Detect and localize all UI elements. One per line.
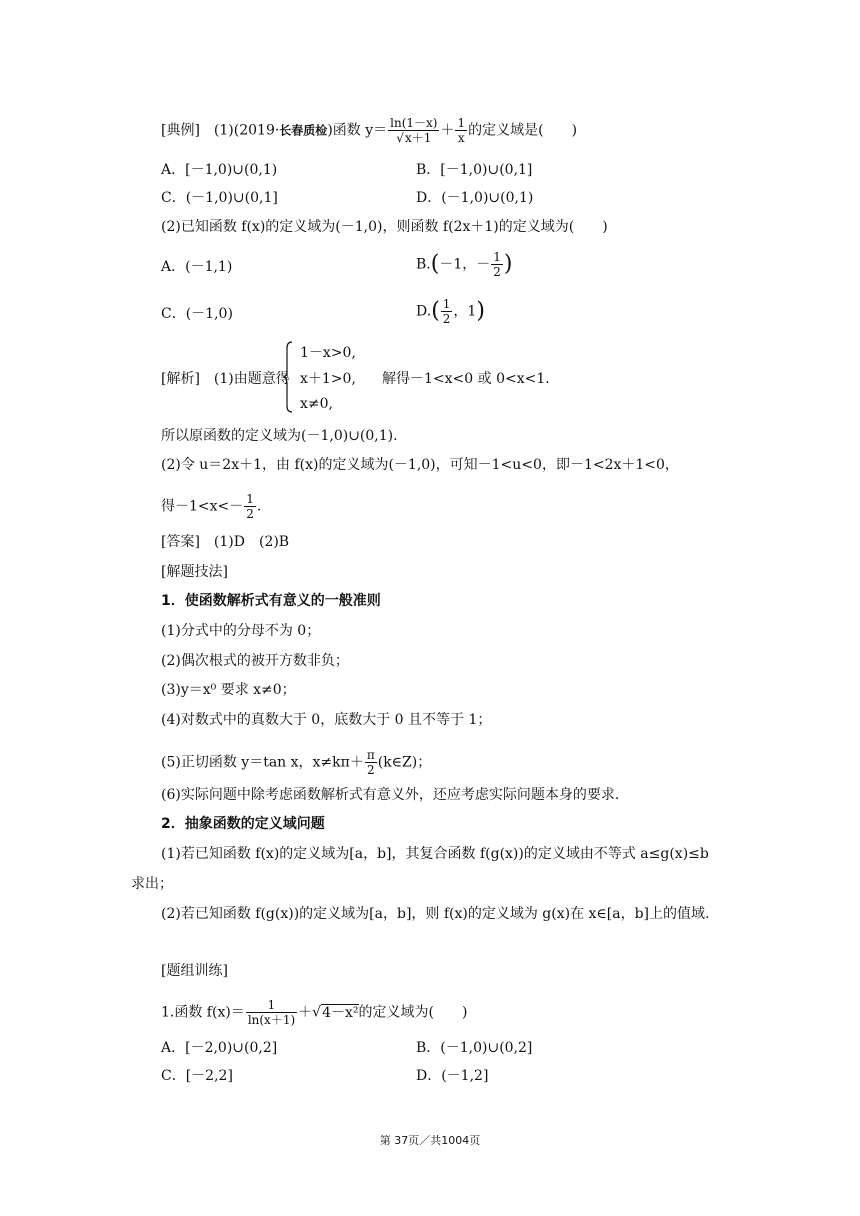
example1-stem [161,116,577,145]
q2-option-b-frac-num: 1 [493,250,501,264]
example1-frac2-num: 1 [457,116,466,130]
training-q1-sqrt: √4－x² [312,1004,359,1021]
system-row-3: x≠0, [300,396,333,412]
tq1-option-c: C．[－2,2] [161,1068,233,1084]
rule-item-1: (1)分式中的分母不为 0； [161,623,321,639]
rule-item-5-suffix: (k∈Z)； [377,754,432,771]
rule-item-4: (4)对数式中的真数大于 0，底数大于 0 且不等于 1； [161,712,492,728]
example1-source: 长春质检 [279,123,328,138]
example1-fraction-2 [455,116,467,145]
training-q1-suffix: 的定义域为( ) [358,1004,468,1021]
q2-option-d-rparen: ) [476,298,485,324]
q2-option-b-rparen: ) [503,251,513,277]
system-row-2: x＋1>0, [300,371,356,387]
q2-option-b-prefix: B. [416,256,431,273]
page-footer: 第 37页／共1004页 [379,1134,481,1147]
training-q1-stem [161,998,467,1027]
q2-option-c: C．(－1,0) [161,306,233,322]
q2-option-d-frac-den: 2 [442,312,451,326]
example1-plus: ＋ [440,122,455,139]
example1-after-source: )函数 y＝ [327,122,388,139]
tq1-option-d: D．(－1,2] [416,1068,489,1084]
training-q1-den: ln(x＋1) [247,1013,296,1027]
rule1-title: 1．使函数解析式有意义的一般准则 [161,593,381,609]
q2-option-d-inner: ，1 [453,303,477,320]
example1-frac1-den: √x＋1 [388,130,439,145]
training-q1-num: 1 [267,998,276,1012]
example1-tail: 的定义域是( ) [468,122,578,139]
tq1-option-a: A．[－2,0)∪(0,2] [161,1040,278,1056]
training-q1-plus: ＋ [298,1004,313,1021]
q2-option-b-fraction [491,250,503,279]
q2-option-b-lparen: ( [430,251,440,277]
analysis-line-3: (2)令 u＝2x＋1，由 f(x)的定义域为(－1,0)，可知－1<u<0，即－1<2x＋1<0， [161,457,679,473]
system-row-1: 1－x>0, [300,345,356,361]
training-q1-radicand: 4－x² [322,1004,359,1021]
q2-option-d-fraction [441,297,453,326]
rule-item-2: (2)偶次根式的被开方数非负； [161,653,349,669]
rule-item-5-prefix: (5)正切函数 y＝tan x，x≠kπ＋ [161,754,364,771]
analysis-line-4-den: 2 [246,507,254,521]
q2-option-a: A．(－1,1) [161,259,233,275]
rule-item-5-num: π [366,748,375,762]
analysis-line-4 [161,492,261,521]
q2-option-d [416,297,485,326]
training-q1-fraction [246,998,297,1027]
training-q1-prefix: 1.函数 f(x)＝ [161,1004,245,1021]
example1-frac1-num: ln(1－x) [390,116,438,130]
system-brace-icon [282,340,294,414]
abstract-rule-2: (2)若已知函数 f(g(x))的定义域为[a，b]，则 f(x)的定义域为 g(x)在 x∈[a，b]上的值域. [161,906,710,922]
q2-option-d-prefix: D. [416,303,432,320]
abstract-rule-1-line-b: 求出； [131,876,173,892]
rule-item-5-fraction [365,748,377,777]
analysis-line-4-num: 1 [246,492,254,506]
q1-option-b: B．[－1,0)∪(0,1] [416,162,533,178]
analysis-line-2: 所以原函数的定义域为(－1,0)∪(0,1). [161,428,398,444]
example2-stem: (2)已知函数 f(x)的定义域为(－1,0)，则函数 f(2x＋1)的定义域为( ) [161,219,608,235]
example1-lead: [典例] (1)(2019· [161,122,280,139]
rule-item-6: (6)实际问题中除考虑函数解析式有意义外，还应考虑实际问题本身的要求. [161,787,620,803]
analysis-result: 解得－1<x<0 或 0<x<1. [382,371,550,387]
rule-item-5-den: 2 [365,762,377,777]
rule-item-3: (3)y＝x⁰ 要求 x≠0； [161,682,296,698]
analysis-line-4-prefix: 得－1<x<－ [161,498,244,515]
q1-option-d: D．(－1,0)∪(0,1) [416,190,534,206]
example1-frac2-den: x [455,130,467,145]
abstract-rule-1-line-a: (1)若已知函数 f(x)的定义域为[a，b]，其复合函数 f(g(x))的定义域由不等式 a≤g(x)≤b [161,846,709,862]
example1-frac1-den-radicand: x＋1 [404,131,432,145]
rule2-title: 2．抽象函数的定义域问题 [161,816,325,832]
q2-option-b [416,250,513,279]
q2-option-b-inner: －1，－ [439,256,491,273]
training-label: [题组训练] [161,963,228,979]
q1-option-c: C．(－1,0)∪(0,1] [161,190,278,206]
analysis-label: [解析] (1)由题意得 [161,371,290,387]
example1-fraction-1 [388,116,439,145]
analysis-line-4-fraction [244,492,256,521]
q1-option-a: A．[－1,0)∪(0,1) [161,162,278,178]
q2-option-d-frac-num: 1 [442,297,451,311]
q2-option-d-lparen: ( [431,298,440,324]
answer: [答案] (1)D (2)B [161,534,290,550]
rule-item-5 [161,748,431,777]
analysis-line-4-suffix: . [256,498,262,515]
q2-option-b-frac-den: 2 [493,265,501,279]
technique-label: [解题技法] [161,564,228,580]
tq1-option-b: B．(－1,0)∪(0,2] [416,1040,533,1056]
